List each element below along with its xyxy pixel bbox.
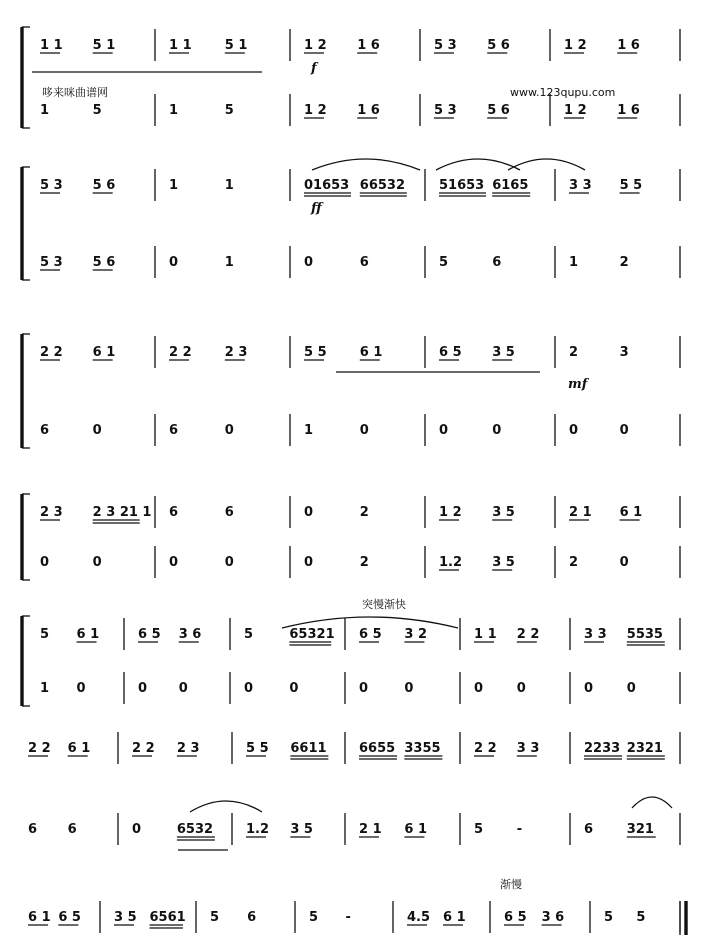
beat-notes: 2 3 xyxy=(40,505,63,520)
measure xyxy=(584,822,656,837)
beat-notes: 6 1 xyxy=(443,910,466,925)
beat-notes: 1 2 xyxy=(439,505,462,520)
beat-notes: 2 2 xyxy=(474,741,497,756)
beat-notes: 1 xyxy=(569,255,579,270)
measure xyxy=(584,741,665,759)
measure xyxy=(359,741,442,759)
beat-notes: 1 2 xyxy=(304,103,327,118)
measure xyxy=(40,681,86,696)
measure xyxy=(114,910,186,928)
dynamic-forte: f xyxy=(311,61,317,76)
measure xyxy=(244,681,298,696)
beat-notes: 1 xyxy=(304,423,314,438)
beat-notes: 51653 xyxy=(439,178,485,193)
measure xyxy=(434,38,510,53)
measure xyxy=(569,555,629,570)
beat-notes: 0 xyxy=(474,681,484,696)
beat-notes: 2 xyxy=(359,505,369,520)
measure xyxy=(407,910,466,925)
slur-arc xyxy=(632,797,672,808)
beat-notes: 3 5 xyxy=(492,555,515,570)
beat-notes: 2 xyxy=(359,555,369,570)
measure xyxy=(309,910,351,925)
beat-notes: 1 6 xyxy=(617,38,640,53)
measure xyxy=(304,555,369,570)
beat-notes: 2 2 xyxy=(132,741,155,756)
beat-notes: 1.2 xyxy=(246,822,270,837)
beat-notes: 5535 xyxy=(626,627,663,642)
beat-notes: 0 xyxy=(224,423,234,438)
measure xyxy=(434,103,510,118)
beat-notes: 6 xyxy=(584,822,594,837)
beat-notes: 6611 xyxy=(290,741,327,756)
measure xyxy=(439,555,515,570)
measure xyxy=(439,255,501,270)
slur-arc xyxy=(312,159,420,170)
beat-notes: 6 1 xyxy=(28,910,51,925)
beat-notes: 2321 xyxy=(626,741,663,756)
beat-notes: 0 xyxy=(584,681,594,696)
beat-notes: 3355 xyxy=(404,741,441,756)
measure xyxy=(169,103,234,118)
beat-notes: 1 2 xyxy=(564,103,587,118)
measure xyxy=(40,178,115,193)
beat-notes: 2 xyxy=(619,255,629,270)
beat-notes: 0 xyxy=(619,555,629,570)
beat-notes: 5 xyxy=(92,103,102,118)
beat-notes: 2 xyxy=(569,345,579,360)
beat-notes: 3 3 xyxy=(569,178,592,193)
beat-notes: 1.2 xyxy=(439,555,463,570)
beat-notes: 0 xyxy=(626,681,636,696)
beat-notes: 6 xyxy=(169,423,179,438)
beat-notes: 2 3 21 1 xyxy=(92,505,152,520)
measure xyxy=(564,38,640,53)
beat-notes: 5 5 xyxy=(619,178,643,193)
beat-notes: 5 xyxy=(474,822,484,837)
dynamic-mezzo-forte: mf xyxy=(568,377,588,392)
beat-notes: 1 xyxy=(224,178,234,193)
measure xyxy=(138,681,188,696)
beat-notes: 0 xyxy=(169,255,179,270)
measure xyxy=(169,38,247,53)
beat-notes: 1 2 xyxy=(564,38,587,53)
beat-notes: 0 xyxy=(244,681,254,696)
beat-notes: 1 xyxy=(169,178,179,193)
measure xyxy=(359,627,427,642)
beat-notes: 6 xyxy=(492,255,502,270)
measure xyxy=(304,103,380,118)
beat-notes: 6 1 xyxy=(619,505,643,520)
measure xyxy=(40,555,102,570)
beat-notes: 5 xyxy=(309,910,319,925)
beat-notes: 6 5 xyxy=(359,627,382,642)
measure xyxy=(169,345,247,360)
beat-notes: 0 xyxy=(40,555,50,570)
measure xyxy=(474,741,539,756)
beat-notes: 0 xyxy=(359,423,369,438)
beat-notes: 2 xyxy=(569,555,579,570)
measure xyxy=(359,681,413,696)
measure xyxy=(40,505,151,523)
beat-notes: 1 6 xyxy=(357,38,380,53)
measure xyxy=(304,178,407,196)
slur-arc xyxy=(508,159,585,170)
beat-notes: 3 5 xyxy=(492,505,515,520)
measure xyxy=(439,505,515,520)
beat-notes: 5 3 xyxy=(434,103,457,118)
beat-notes: 0 xyxy=(178,681,188,696)
beat-notes: 5 6 xyxy=(92,255,116,270)
beat-notes: 2233 xyxy=(584,741,621,756)
beat-notes: 6 xyxy=(67,822,77,837)
beat-notes: 6 5 xyxy=(439,345,462,360)
beat-notes: 0 xyxy=(304,555,314,570)
beat-notes: 0 xyxy=(619,423,629,438)
beat-notes: 3 3 xyxy=(584,627,607,642)
beat-notes: 2 1 xyxy=(569,505,592,520)
measure xyxy=(40,345,115,360)
measure xyxy=(169,505,234,520)
measure xyxy=(304,255,369,270)
beat-notes: 01653 xyxy=(304,178,350,193)
measure xyxy=(304,38,380,53)
measure xyxy=(28,741,90,756)
beat-notes: 3 5 xyxy=(492,345,515,360)
beat-notes: 5 6 xyxy=(487,38,510,53)
slur-arc xyxy=(190,801,262,812)
measure xyxy=(169,178,234,193)
measure xyxy=(584,627,665,645)
measure xyxy=(439,178,530,196)
measure xyxy=(132,741,200,756)
measure xyxy=(169,555,234,570)
beat-notes: 1 1 xyxy=(40,38,63,53)
measure xyxy=(439,423,501,438)
beat-notes: 2 3 xyxy=(176,741,200,756)
beat-notes: 5 3 xyxy=(40,178,63,193)
measure xyxy=(439,345,515,360)
measure xyxy=(246,822,313,837)
beat-notes: 5 6 xyxy=(92,178,116,193)
beat-notes: 0 xyxy=(132,822,142,837)
decor-layer xyxy=(32,72,686,935)
beat-notes: 3 5 xyxy=(114,910,137,925)
beat-notes: 6561 xyxy=(149,910,186,925)
beat-notes: 3 2 xyxy=(404,627,428,642)
measure xyxy=(40,423,102,438)
measure xyxy=(569,255,629,270)
beat-notes: 2 2 xyxy=(516,627,540,642)
beat-notes: 0 xyxy=(76,681,86,696)
beat-notes: 1 6 xyxy=(617,103,640,118)
measure xyxy=(210,910,256,925)
beat-notes: 5 xyxy=(40,627,50,642)
watermark-left: 哆来咪曲谱网 xyxy=(42,86,108,99)
beat-notes: 6532 xyxy=(176,822,214,837)
beat-notes: 5 xyxy=(224,103,234,118)
measure xyxy=(28,822,77,837)
systems-layer xyxy=(22,27,680,933)
beat-notes: 3 xyxy=(619,345,629,360)
beat-notes: - xyxy=(516,822,523,837)
measure xyxy=(304,345,382,360)
beat-notes: 1 2 xyxy=(304,38,327,53)
beat-notes: 5 5 xyxy=(304,345,327,360)
measure xyxy=(132,822,215,840)
measure xyxy=(40,627,99,642)
measure xyxy=(40,103,102,118)
beat-notes: 6 xyxy=(247,910,257,925)
beat-notes: 2 2 xyxy=(28,741,51,756)
beat-notes: 6 5 xyxy=(58,910,81,925)
beat-notes: 3 3 xyxy=(516,741,540,756)
beat-notes: 5 6 xyxy=(487,103,510,118)
measure xyxy=(359,822,427,837)
watermark-right: www.123qupu.com xyxy=(510,86,616,99)
measure xyxy=(569,423,629,438)
beat-notes: 6 xyxy=(224,505,234,520)
beat-notes: 6 xyxy=(28,822,38,837)
beat-notes: 0 xyxy=(289,681,299,696)
measure xyxy=(584,681,636,696)
beat-notes: 66532 xyxy=(359,178,406,193)
beat-notes: 1 6 xyxy=(357,103,380,118)
beat-notes: 6 1 xyxy=(404,822,428,837)
beat-notes: 5 1 xyxy=(224,38,248,53)
beat-notes: 6 xyxy=(169,505,179,520)
beat-notes: 0 xyxy=(304,255,314,270)
beat-notes: 0 xyxy=(404,681,414,696)
measure xyxy=(138,627,201,642)
beat-notes: 0 xyxy=(492,423,502,438)
beat-notes: 1 xyxy=(169,103,179,118)
measure xyxy=(244,627,335,645)
beat-notes: 0 xyxy=(224,555,234,570)
beat-notes: 65321 xyxy=(289,627,335,642)
beat-notes: 6 1 xyxy=(76,627,100,642)
beat-notes: 0 xyxy=(516,681,526,696)
beat-notes: 0 xyxy=(439,423,449,438)
beat-notes: 5 xyxy=(604,910,614,925)
measure xyxy=(569,178,642,193)
beat-notes: 1 xyxy=(224,255,234,270)
measure xyxy=(169,255,234,270)
beat-notes: 2 3 xyxy=(224,345,248,360)
measure xyxy=(304,505,369,520)
beat-notes: 321 xyxy=(626,822,654,837)
beat-notes: 6 1 xyxy=(92,345,116,360)
beat-notes: 0 xyxy=(304,505,314,520)
beat-notes: 2 2 xyxy=(40,345,63,360)
beat-notes: 2 1 xyxy=(359,822,382,837)
beat-notes: 6 xyxy=(40,423,50,438)
tempo-mark-slowing: 渐慢 xyxy=(500,878,522,891)
measure xyxy=(28,910,81,925)
beat-notes: 1 1 xyxy=(474,627,497,642)
measure xyxy=(474,822,522,837)
measure xyxy=(40,255,115,270)
beat-notes: 2 2 xyxy=(169,345,192,360)
beat-notes: 3 6 xyxy=(178,627,202,642)
beat-notes: 6 1 xyxy=(359,345,383,360)
dynamic-fortissimo: ff xyxy=(311,201,322,216)
beat-notes: 0 xyxy=(169,555,179,570)
beat-notes: 6 1 xyxy=(67,741,91,756)
beat-notes: 5 5 xyxy=(246,741,269,756)
beat-notes: 0 xyxy=(138,681,148,696)
measure xyxy=(169,423,234,438)
beat-notes: 0 xyxy=(92,555,102,570)
beat-notes: 5 xyxy=(244,627,254,642)
beat-notes: 3 6 xyxy=(541,910,565,925)
beat-notes: 4.5 xyxy=(407,910,431,925)
beat-notes: 5 xyxy=(439,255,449,270)
beat-notes: 6 5 xyxy=(138,627,161,642)
beat-notes: 0 xyxy=(569,423,579,438)
beat-notes: 6 xyxy=(359,255,369,270)
beat-notes: 1 1 xyxy=(169,38,192,53)
beat-notes: 1 xyxy=(40,681,50,696)
beat-notes: 6 5 xyxy=(504,910,527,925)
measure xyxy=(40,38,115,53)
beat-notes: 5 xyxy=(636,910,646,925)
measure xyxy=(304,423,369,438)
beat-notes: 5 xyxy=(210,910,220,925)
slur-arc xyxy=(436,159,520,170)
measure xyxy=(604,910,645,925)
beat-notes: 0 xyxy=(92,423,102,438)
measure xyxy=(504,910,564,925)
measure xyxy=(569,345,629,360)
beat-notes: 5 3 xyxy=(40,255,63,270)
beat-notes: 1 xyxy=(40,103,50,118)
beat-notes: 6165 xyxy=(492,178,529,193)
measure xyxy=(474,627,539,642)
beat-notes: 6655 xyxy=(359,741,396,756)
beat-notes: 5 1 xyxy=(92,38,116,53)
tempo-mark-sudden-slow: 突慢渐快 xyxy=(362,598,406,611)
measure xyxy=(564,103,640,118)
measure xyxy=(246,741,328,759)
beat-notes: - xyxy=(345,910,351,925)
measure xyxy=(474,681,526,696)
beat-notes: 5 3 xyxy=(434,38,457,53)
beat-notes: 0 xyxy=(359,681,369,696)
measure xyxy=(569,505,642,520)
beat-notes: 3 5 xyxy=(290,822,313,837)
